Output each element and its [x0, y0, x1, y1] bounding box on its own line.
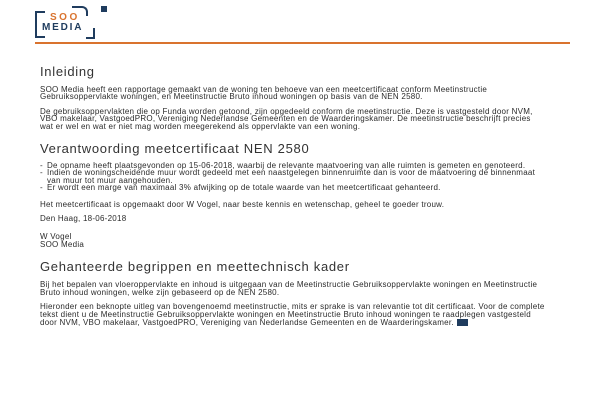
begrippen-paragraph-2 [40, 303, 545, 326]
section-heading-begrippen: Gehanteerde begrippen en meettechnisch kader [40, 259, 350, 275]
header-divider [35, 42, 570, 44]
certificate-closing-statement: Het meetcertificaat is opgemaakt door W Vogel, naar beste kennis en wetenschap, geheel te goeder trouw. [40, 199, 445, 209]
soo-media-logo [35, 8, 155, 39]
verantwoording-bullet-list [40, 162, 545, 192]
signer-organisation: SOO Media [40, 239, 85, 249]
section-heading-verantwoording: Verantwoording meetcertificaat NEN 2580 [40, 141, 310, 157]
signer-name: W Vogel [40, 232, 72, 242]
list-item [40, 169, 545, 184]
bullet-dash: - [40, 161, 43, 171]
begrippen-paragraph-2-text: Hieronder een beknopte uitleg van bovengenoemd meetinstructie, mits er sprake is van relevantie tot dit certificaat. Voor de complete tekst dient u de Meetinstructie Gebruiksoppervlakte woningen en Meetinstructie Bruto inhoud woningen te raadplegen vastgesteld door NVM, VBO makelaar, VastgoedPRO, Vereniging van Nederlandse Gemeenten en de Waarderingskamer. [40, 302, 545, 327]
section-heading-inleiding: Inleiding [40, 64, 95, 79]
bullet-dash: - [40, 183, 43, 193]
logo-right-bracket-icon [86, 28, 95, 39]
end-of-document-marker-icon [457, 319, 468, 326]
inleiding-paragraph-2: De gebruiksoppervlakten die op Funda worden getoond, zijn opgedeeld conform de meetinstructie. Deze is vastgesteld door NVM, VBO makelaar, VastgoedPRO, Vereniging Nederlandse Gemeenten en de Waarderingskamer. De meetinstructie beschrijft precies wat er wel en wat er niet mag worden meegerekend als oppervlakte van een woning. [40, 106, 533, 131]
bullet-text: Indien de woningscheidende muur wordt gedeeld met een naastgelegen binnenruimte dan is voor de maatvoering de binnenmaat van muur tot muur aangehouden. [47, 168, 536, 185]
signature-block [40, 233, 570, 248]
bullet-text: De opname heeft plaatsgevonden op 15-06-2018, waarbij de relevante maatvoering van alle ruimten is gemeten en genoteerd. [47, 161, 526, 171]
inleiding-paragraph-1: SOO Media heeft een rapportage gemaakt van de woning ten behoeve van een meetcertificaat conform Meetinstructie Gebruiksoppervlakte woningen, en Meetinstructie Bruto inhoud woningen op basis van de NEN 2580. [40, 85, 488, 102]
bullet-dash: - [40, 168, 43, 178]
place-and-date: Den Haag, 18-06-2018 [40, 214, 127, 224]
logo-square-icon [101, 6, 107, 12]
begrippen-paragraph-1: Bij het bepalen van vloeroppervlakte en inhoud is uitgegaan van de Meetinstructie Gebruiksoppervlakte woningen en Meetinstructie Bruto inhoud woningen, welke zijn gebaseerd op de NEN 2580. [40, 280, 538, 297]
logo-text-media: MEDIA [42, 22, 84, 33]
bullet-text: Er wordt een marge van maximaal 3% afwijking op de totale waarde van het meetcertificaat gehanteerd. [47, 183, 441, 193]
logo-text-soo: SOO [50, 12, 80, 23]
list-item [40, 184, 545, 191]
